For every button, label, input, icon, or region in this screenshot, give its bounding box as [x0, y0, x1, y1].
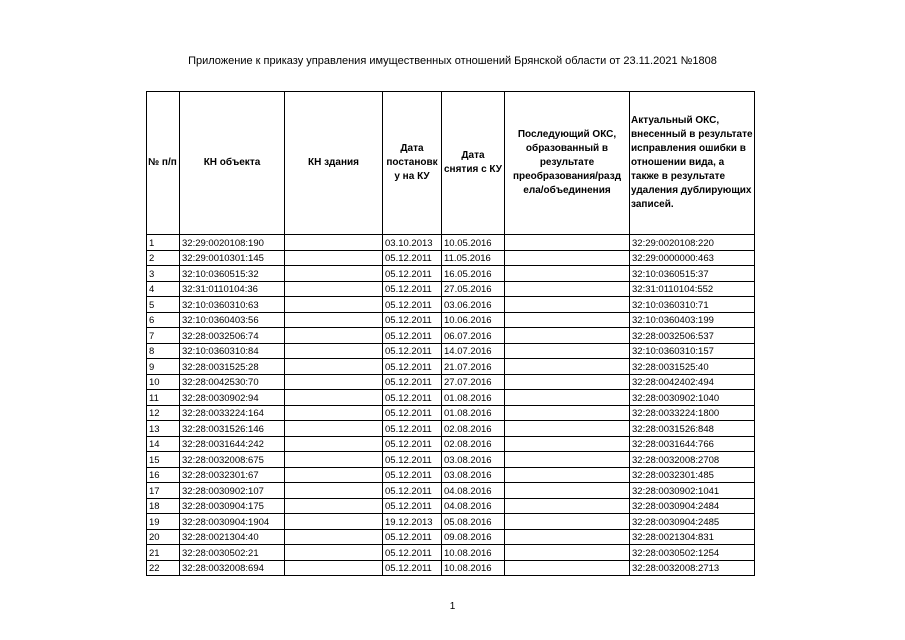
cell-kn-building — [285, 529, 383, 545]
cell-kn-building — [285, 281, 383, 297]
cell-date-set: 05.12.2011 — [383, 266, 442, 282]
cell-date-removed: 04.08.2016 — [442, 498, 505, 514]
header-actual: Актуальный ОКС, внесенный в результате исправления ошибки в отношении вида, а также в результате удаления дублирующих записей. — [630, 92, 755, 235]
cell-kn-object: 32:10:0360310:63 — [180, 297, 285, 313]
cell-actual: 32:28:0032301:485 — [630, 467, 755, 483]
cell-actual: 32:10:0360310:71 — [630, 297, 755, 313]
table-row — [147, 312, 755, 328]
cell-date-set: 05.12.2011 — [383, 467, 442, 483]
cell-date-set: 05.12.2011 — [383, 328, 442, 344]
cell-date-set: 05.12.2011 — [383, 374, 442, 390]
cell-actual: 32:28:0031644:766 — [630, 436, 755, 452]
table-row — [147, 374, 755, 390]
cell-subsequent — [505, 250, 630, 266]
cell-actual: 32:29:0020108:220 — [630, 235, 755, 251]
cell-kn-building — [285, 467, 383, 483]
cell-num: 15 — [147, 452, 180, 468]
cell-actual: 32:28:0030902:1040 — [630, 390, 755, 406]
cell-kn-building — [285, 235, 383, 251]
cell-date-removed: 27.05.2016 — [442, 281, 505, 297]
table-row — [147, 343, 755, 359]
cell-kn-object: 32:10:0360515:32 — [180, 266, 285, 282]
cell-date-set: 05.12.2011 — [383, 359, 442, 375]
cell-num: 10 — [147, 374, 180, 390]
cell-date-removed: 27.07.2016 — [442, 374, 505, 390]
objects-table — [146, 91, 755, 576]
cell-subsequent — [505, 514, 630, 530]
cell-actual: 32:28:0033224:1800 — [630, 405, 755, 421]
cell-actual: 32:28:0032506:537 — [630, 328, 755, 344]
cell-subsequent — [505, 405, 630, 421]
cell-kn-object: 32:31:0110104:36 — [180, 281, 285, 297]
cell-actual: 32:28:0030904:2485 — [630, 514, 755, 530]
cell-kn-object: 32:10:0360403:56 — [180, 312, 285, 328]
cell-date-removed: 10.08.2016 — [442, 560, 505, 576]
cell-kn-building — [285, 312, 383, 328]
cell-date-set: 05.12.2011 — [383, 281, 442, 297]
cell-kn-object: 32:28:0031525:28 — [180, 359, 285, 375]
cell-kn-object: 32:28:0031644:242 — [180, 436, 285, 452]
cell-date-removed: 03.06.2016 — [442, 297, 505, 313]
cell-date-set: 19.12.2013 — [383, 514, 442, 530]
cell-subsequent — [505, 498, 630, 514]
page-number: 1 — [449, 601, 456, 612]
table-row — [147, 328, 755, 344]
cell-kn-object: 32:28:0030904:1904 — [180, 514, 285, 530]
cell-kn-building — [285, 328, 383, 344]
cell-kn-building — [285, 405, 383, 421]
cell-kn-building — [285, 390, 383, 406]
cell-date-removed: 09.08.2016 — [442, 529, 505, 545]
cell-kn-building — [285, 250, 383, 266]
cell-num: 22 — [147, 560, 180, 576]
cell-kn-object: 32:28:0032008:675 — [180, 452, 285, 468]
cell-num: 20 — [147, 529, 180, 545]
cell-date-set: 05.12.2011 — [383, 436, 442, 452]
cell-num: 13 — [147, 421, 180, 437]
table-row — [147, 467, 755, 483]
cell-actual: 32:28:0031525:40 — [630, 359, 755, 375]
cell-actual: 32:10:0360515:37 — [630, 266, 755, 282]
cell-date-set: 05.12.2011 — [383, 312, 442, 328]
cell-kn-object: 32:29:0010301:145 — [180, 250, 285, 266]
cell-num: 6 — [147, 312, 180, 328]
cell-kn-building — [285, 343, 383, 359]
table-row — [147, 483, 755, 499]
header-kn-object: КН объекта — [180, 92, 285, 235]
cell-num: 16 — [147, 467, 180, 483]
table-row — [147, 405, 755, 421]
cell-kn-object: 32:28:0030904:175 — [180, 498, 285, 514]
header-date-removed: Дата снятия с КУ — [442, 92, 505, 235]
cell-date-set: 05.12.2011 — [383, 297, 442, 313]
cell-date-removed: 21.07.2016 — [442, 359, 505, 375]
cell-subsequent — [505, 281, 630, 297]
cell-subsequent — [505, 359, 630, 375]
cell-actual: 32:28:0030902:1041 — [630, 483, 755, 499]
cell-kn-building — [285, 374, 383, 390]
cell-num: 4 — [147, 281, 180, 297]
cell-actual: 32:28:0042402:494 — [630, 374, 755, 390]
cell-subsequent — [505, 312, 630, 328]
table-row — [147, 560, 755, 576]
cell-kn-object: 32:10:0360310:84 — [180, 343, 285, 359]
cell-num: 17 — [147, 483, 180, 499]
cell-kn-object: 32:28:0032301:67 — [180, 467, 285, 483]
table-row — [147, 297, 755, 313]
cell-date-set: 05.12.2011 — [383, 343, 442, 359]
cell-num: 18 — [147, 498, 180, 514]
cell-date-set: 05.12.2011 — [383, 452, 442, 468]
cell-subsequent — [505, 374, 630, 390]
cell-actual: 32:10:0360403:199 — [630, 312, 755, 328]
table-body — [147, 235, 755, 576]
cell-kn-object: 32:28:0042530:70 — [180, 374, 285, 390]
cell-date-set: 05.12.2011 — [383, 483, 442, 499]
cell-kn-object: 32:29:0020108:190 — [180, 235, 285, 251]
cell-num: 14 — [147, 436, 180, 452]
cell-actual: 32:28:0032008:2713 — [630, 560, 755, 576]
header-kn-building: КН здания — [285, 92, 383, 235]
cell-subsequent — [505, 560, 630, 576]
cell-actual: 32:28:0032008:2708 — [630, 452, 755, 468]
cell-actual: 32:29:0000000:463 — [630, 250, 755, 266]
cell-date-set: 05.12.2011 — [383, 250, 442, 266]
cell-num: 11 — [147, 390, 180, 406]
cell-num: 7 — [147, 328, 180, 344]
table-header-row — [147, 92, 755, 235]
table-row — [147, 235, 755, 251]
table-row — [147, 359, 755, 375]
cell-actual: 32:28:0030502:1254 — [630, 545, 755, 561]
cell-kn-building — [285, 483, 383, 499]
cell-kn-building — [285, 514, 383, 530]
cell-num: 3 — [147, 266, 180, 282]
cell-date-set: 03.10.2013 — [383, 235, 442, 251]
cell-date-removed: 02.08.2016 — [442, 436, 505, 452]
cell-subsequent — [505, 467, 630, 483]
cell-subsequent — [505, 529, 630, 545]
cell-date-set: 05.12.2011 — [383, 390, 442, 406]
cell-kn-building — [285, 560, 383, 576]
table-row — [147, 390, 755, 406]
cell-actual: 32:28:0021304:831 — [630, 529, 755, 545]
table-row — [147, 514, 755, 530]
table-row — [147, 529, 755, 545]
cell-num: 19 — [147, 514, 180, 530]
cell-num: 1 — [147, 235, 180, 251]
cell-date-removed: 06.07.2016 — [442, 328, 505, 344]
cell-kn-object: 32:28:0032506:74 — [180, 328, 285, 344]
header-date-set: Дата постановк у на КУ — [383, 92, 442, 235]
cell-date-set: 05.12.2011 — [383, 498, 442, 514]
cell-subsequent — [505, 483, 630, 499]
table-row — [147, 498, 755, 514]
cell-date-removed: 05.08.2016 — [442, 514, 505, 530]
cell-date-set: 05.12.2011 — [383, 421, 442, 437]
cell-kn-object: 32:28:0030902:94 — [180, 390, 285, 406]
cell-kn-building — [285, 545, 383, 561]
cell-date-set: 05.12.2011 — [383, 545, 442, 561]
cell-actual: 32:10:0360310:157 — [630, 343, 755, 359]
cell-subsequent — [505, 436, 630, 452]
table-row — [147, 452, 755, 468]
cell-num: 21 — [147, 545, 180, 561]
cell-subsequent — [505, 390, 630, 406]
document-title: Приложение к приказу управления имущественных отношений Брянской области от 23.11.2021 №1808 — [188, 55, 717, 67]
table-row — [147, 421, 755, 437]
cell-num: 12 — [147, 405, 180, 421]
cell-num: 8 — [147, 343, 180, 359]
cell-subsequent — [505, 545, 630, 561]
cell-subsequent — [505, 266, 630, 282]
cell-kn-building — [285, 498, 383, 514]
cell-kn-building — [285, 297, 383, 313]
cell-subsequent — [505, 452, 630, 468]
cell-date-removed: 10.06.2016 — [442, 312, 505, 328]
cell-date-removed: 11.05.2016 — [442, 250, 505, 266]
cell-kn-building — [285, 452, 383, 468]
cell-kn-building — [285, 421, 383, 437]
table-row — [147, 250, 755, 266]
cell-date-removed: 01.08.2016 — [442, 405, 505, 421]
cell-subsequent — [505, 343, 630, 359]
cell-subsequent — [505, 328, 630, 344]
cell-subsequent — [505, 297, 630, 313]
table-row — [147, 281, 755, 297]
cell-num: 5 — [147, 297, 180, 313]
cell-date-set: 05.12.2011 — [383, 529, 442, 545]
cell-date-removed: 14.07.2016 — [442, 343, 505, 359]
cell-kn-building — [285, 359, 383, 375]
cell-date-removed: 10.05.2016 — [442, 235, 505, 251]
cell-actual: 32:28:0031526:848 — [630, 421, 755, 437]
cell-date-removed: 10.08.2016 — [442, 545, 505, 561]
header-num: № п/п — [147, 92, 180, 235]
cell-date-set: 05.12.2011 — [383, 405, 442, 421]
cell-num: 2 — [147, 250, 180, 266]
cell-date-removed: 03.08.2016 — [442, 467, 505, 483]
cell-kn-object: 32:28:0030902:107 — [180, 483, 285, 499]
cell-actual: 32:31:0110104:552 — [630, 281, 755, 297]
table-row — [147, 266, 755, 282]
cell-kn-building — [285, 266, 383, 282]
header-subsequent: Последующий ОКС, образованный в результате преобразования/разд ела/объединения — [505, 92, 630, 235]
cell-date-removed: 03.08.2016 — [442, 452, 505, 468]
cell-kn-object: 32:28:0030502:21 — [180, 545, 285, 561]
cell-subsequent — [505, 235, 630, 251]
cell-date-removed: 02.08.2016 — [442, 421, 505, 437]
cell-kn-object: 32:28:0032008:694 — [180, 560, 285, 576]
cell-kn-building — [285, 436, 383, 452]
cell-kn-object: 32:28:0031526:146 — [180, 421, 285, 437]
table-row — [147, 436, 755, 452]
cell-num: 9 — [147, 359, 180, 375]
table-row — [147, 545, 755, 561]
cell-actual: 32:28:0030904:2484 — [630, 498, 755, 514]
cell-kn-object: 32:28:0033224:164 — [180, 405, 285, 421]
cell-date-removed: 04.08.2016 — [442, 483, 505, 499]
cell-subsequent — [505, 421, 630, 437]
cell-date-set: 05.12.2011 — [383, 560, 442, 576]
cell-kn-object: 32:28:0021304:40 — [180, 529, 285, 545]
cell-date-removed: 01.08.2016 — [442, 390, 505, 406]
cell-date-removed: 16.05.2016 — [442, 266, 505, 282]
